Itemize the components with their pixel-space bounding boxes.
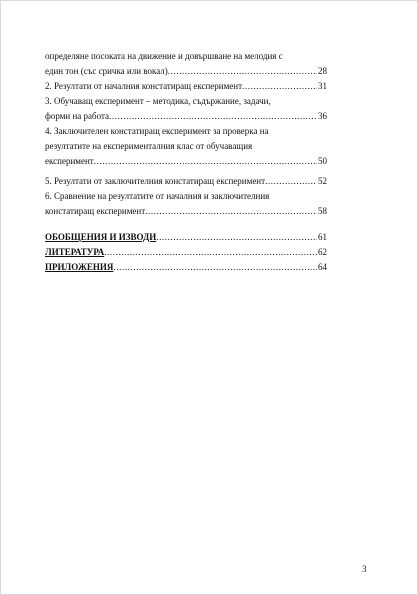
toc-entry-text: един тон (със сричка или вокал)	[45, 66, 168, 76]
toc-entry-text: форми на работа	[45, 111, 110, 121]
toc-page-number: 52	[318, 176, 327, 186]
toc-entry-text: 5. Резултати от заключителния констатиращ експеримент	[45, 176, 266, 186]
toc-page-number: 58	[318, 206, 327, 216]
toc-page-number: 31	[318, 81, 327, 91]
toc-entry-2	[45, 79, 327, 94]
toc-entry-text: 3. Обучаващ експеримент – методика, съдържание, задачи,	[45, 96, 271, 106]
toc-entry-text: експеримент	[45, 156, 94, 166]
toc-page-number: 64	[318, 262, 327, 272]
table-of-contents	[45, 49, 327, 275]
toc-section-literature	[45, 245, 327, 260]
dot-leader	[265, 174, 317, 189]
toc-entry-3	[45, 94, 327, 124]
dot-leader	[168, 64, 317, 79]
toc-entry-1	[45, 49, 327, 79]
dot-leader	[109, 109, 317, 124]
page-number: 3	[362, 564, 367, 574]
dot-leader	[113, 260, 317, 275]
toc-entry-text: констатиращ експеримент	[45, 206, 146, 216]
dot-leader	[104, 245, 317, 260]
toc-page-number: 62	[318, 247, 327, 257]
spacer	[45, 219, 327, 230]
toc-section-title: ЛИТЕРАТУРА	[45, 247, 105, 257]
toc-section-conclusions	[45, 230, 327, 245]
toc-entry-text: 6. Сравнение на резултатите от началния и заключителния	[45, 191, 270, 201]
dot-leader	[145, 204, 317, 219]
toc-entry-text: резултатите на експерименталния клас от обучаващия	[45, 141, 253, 151]
toc-page-number: 61	[318, 232, 327, 242]
toc-section-appendices	[45, 260, 327, 275]
toc-entry-5	[45, 174, 327, 189]
dot-leader	[156, 230, 317, 245]
dot-leader	[94, 154, 317, 169]
toc-entry-6	[45, 189, 327, 219]
toc-section-title: ОБОБЩЕНИЯ И ИЗВОДИ	[45, 232, 157, 242]
toc-entry-text: 2. Резултати от началния констатиращ експеримент	[45, 81, 243, 91]
toc-entry-text: 4. Заключителен констатиращ експеримент за проверка на	[45, 126, 269, 136]
toc-section-title: ПРИЛОЖЕНИЯ	[45, 262, 114, 272]
toc-page-number: 28	[318, 66, 327, 76]
toc-page-number: 50	[318, 156, 327, 166]
toc-entry-4	[45, 124, 327, 169]
toc-entry-text: определяне посоката на движение и довършване на мелодия с	[45, 51, 283, 61]
toc-page-number: 36	[318, 111, 327, 121]
dot-leader	[242, 79, 317, 94]
